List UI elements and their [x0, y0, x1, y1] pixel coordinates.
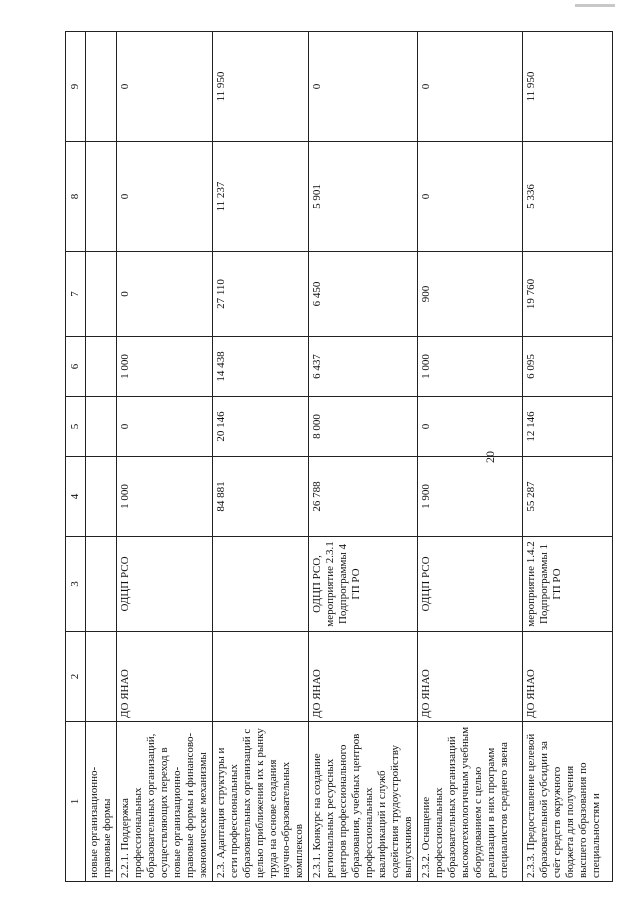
- activity-cell: 2.3.2. Оснащение профессиональных образовательных организаций высокотехнологичным учебным оборудованием с целью реализации в них программ специалистов среднего звена: [418, 722, 523, 882]
- executor-cell: [213, 632, 309, 722]
- source-cell: мероприятие 1.4.2 Подпрограммы 1 ГП РО: [523, 537, 613, 632]
- activity-cell: новые организационно-правовые формы: [86, 722, 117, 882]
- executor-cell: ДО ЯНАО: [117, 632, 213, 722]
- table-row: [86, 32, 117, 882]
- activity-cell: 2.2.1. Поддержка профессиональных образовательных организаций, осуществляющих переход в новые организационно-правовые формы и финансово-экономические механизмы: [117, 722, 213, 882]
- table-header-row: [66, 32, 86, 882]
- value-cell: 55 287: [523, 457, 613, 537]
- value-cell: 11 950: [523, 32, 613, 142]
- value-cell: 84 881: [213, 457, 309, 537]
- scan-mark: [575, 4, 615, 7]
- value-cell: 6 450: [309, 252, 418, 337]
- value-cell: 11 237: [213, 142, 309, 252]
- value-cell: 19 760: [523, 252, 613, 337]
- executor-cell: ДО ЯНАО: [418, 632, 523, 722]
- value-cell: [86, 142, 117, 252]
- header-cell: 9: [66, 32, 86, 142]
- value-cell: 26 788: [309, 457, 418, 537]
- value-cell: 27 110: [213, 252, 309, 337]
- value-cell: 11 950: [213, 32, 309, 142]
- value-cell: 6 437: [309, 337, 418, 397]
- source-cell: [86, 537, 117, 632]
- value-cell: 0: [309, 32, 418, 142]
- source-cell: ОДЦП РСО: [117, 537, 213, 632]
- value-cell: 1 900: [418, 457, 523, 537]
- value-cell: [86, 252, 117, 337]
- rotated-content: [65, 32, 605, 882]
- value-cell: 5 901: [309, 142, 418, 252]
- value-cell: 14 438: [213, 337, 309, 397]
- value-cell: 8 000: [309, 397, 418, 457]
- activity-cell: 2.3.3. Предоставление целевой образовательной субсидии за счёт средств окружного бюджета для получения высшего образования по специальностям и: [523, 722, 613, 882]
- value-cell: 20 146: [213, 397, 309, 457]
- value-cell: 5 336: [523, 142, 613, 252]
- value-cell: 0: [418, 397, 523, 457]
- value-cell: 1 000: [117, 457, 213, 537]
- table-row: [418, 32, 523, 882]
- source-cell: [213, 537, 309, 632]
- executor-cell: ДО ЯНАО: [309, 632, 418, 722]
- table-row: [523, 32, 613, 882]
- activity-cell: 2.3.1. Конкурс на создание региональных ресурсных центров профессионального образования, учебных центров профессиональных квалификаций и служб содействия трудоустройству выпускников: [309, 722, 418, 882]
- table-row: [117, 32, 213, 882]
- activity-cell: 2.3. Адаптация структуры и сети профессиональных образовательных организаций с целью приближения их к рынку труда на основе создания научно-образовательных комплексов: [213, 722, 309, 882]
- table-row: [309, 32, 418, 882]
- header-cell: 4: [66, 457, 86, 537]
- value-cell: [86, 32, 117, 142]
- page-number: 20: [483, 451, 497, 463]
- header-cell: 8: [66, 142, 86, 252]
- header-cell: 6: [66, 337, 86, 397]
- executor-cell: [86, 632, 117, 722]
- source-cell: ОДЦП РСО: [418, 537, 523, 632]
- value-cell: [86, 337, 117, 397]
- value-cell: 12 146: [523, 397, 613, 457]
- value-cell: 900: [418, 252, 523, 337]
- value-cell: [86, 457, 117, 537]
- value-cell: 0: [117, 252, 213, 337]
- value-cell: [86, 397, 117, 457]
- value-cell: 0: [117, 32, 213, 142]
- value-cell: 0: [418, 32, 523, 142]
- value-cell: 0: [117, 142, 213, 252]
- value-cell: 0: [418, 142, 523, 252]
- header-cell: 7: [66, 252, 86, 337]
- header-cell: 1: [66, 722, 86, 882]
- header-cell: 3: [66, 537, 86, 632]
- value-cell: 6 095: [523, 337, 613, 397]
- budget-table: [65, 31, 613, 882]
- value-cell: 1 000: [117, 337, 213, 397]
- value-cell: 0: [117, 397, 213, 457]
- table-row: [213, 32, 309, 882]
- value-cell: 1 000: [418, 337, 523, 397]
- executor-cell: ДО ЯНАО: [523, 632, 613, 722]
- header-cell: 2: [66, 632, 86, 722]
- header-cell: 5: [66, 397, 86, 457]
- source-cell: ОДЦП РСО, мероприятие 2.3.1 Подпрограммы 4 ГП РО: [309, 537, 418, 632]
